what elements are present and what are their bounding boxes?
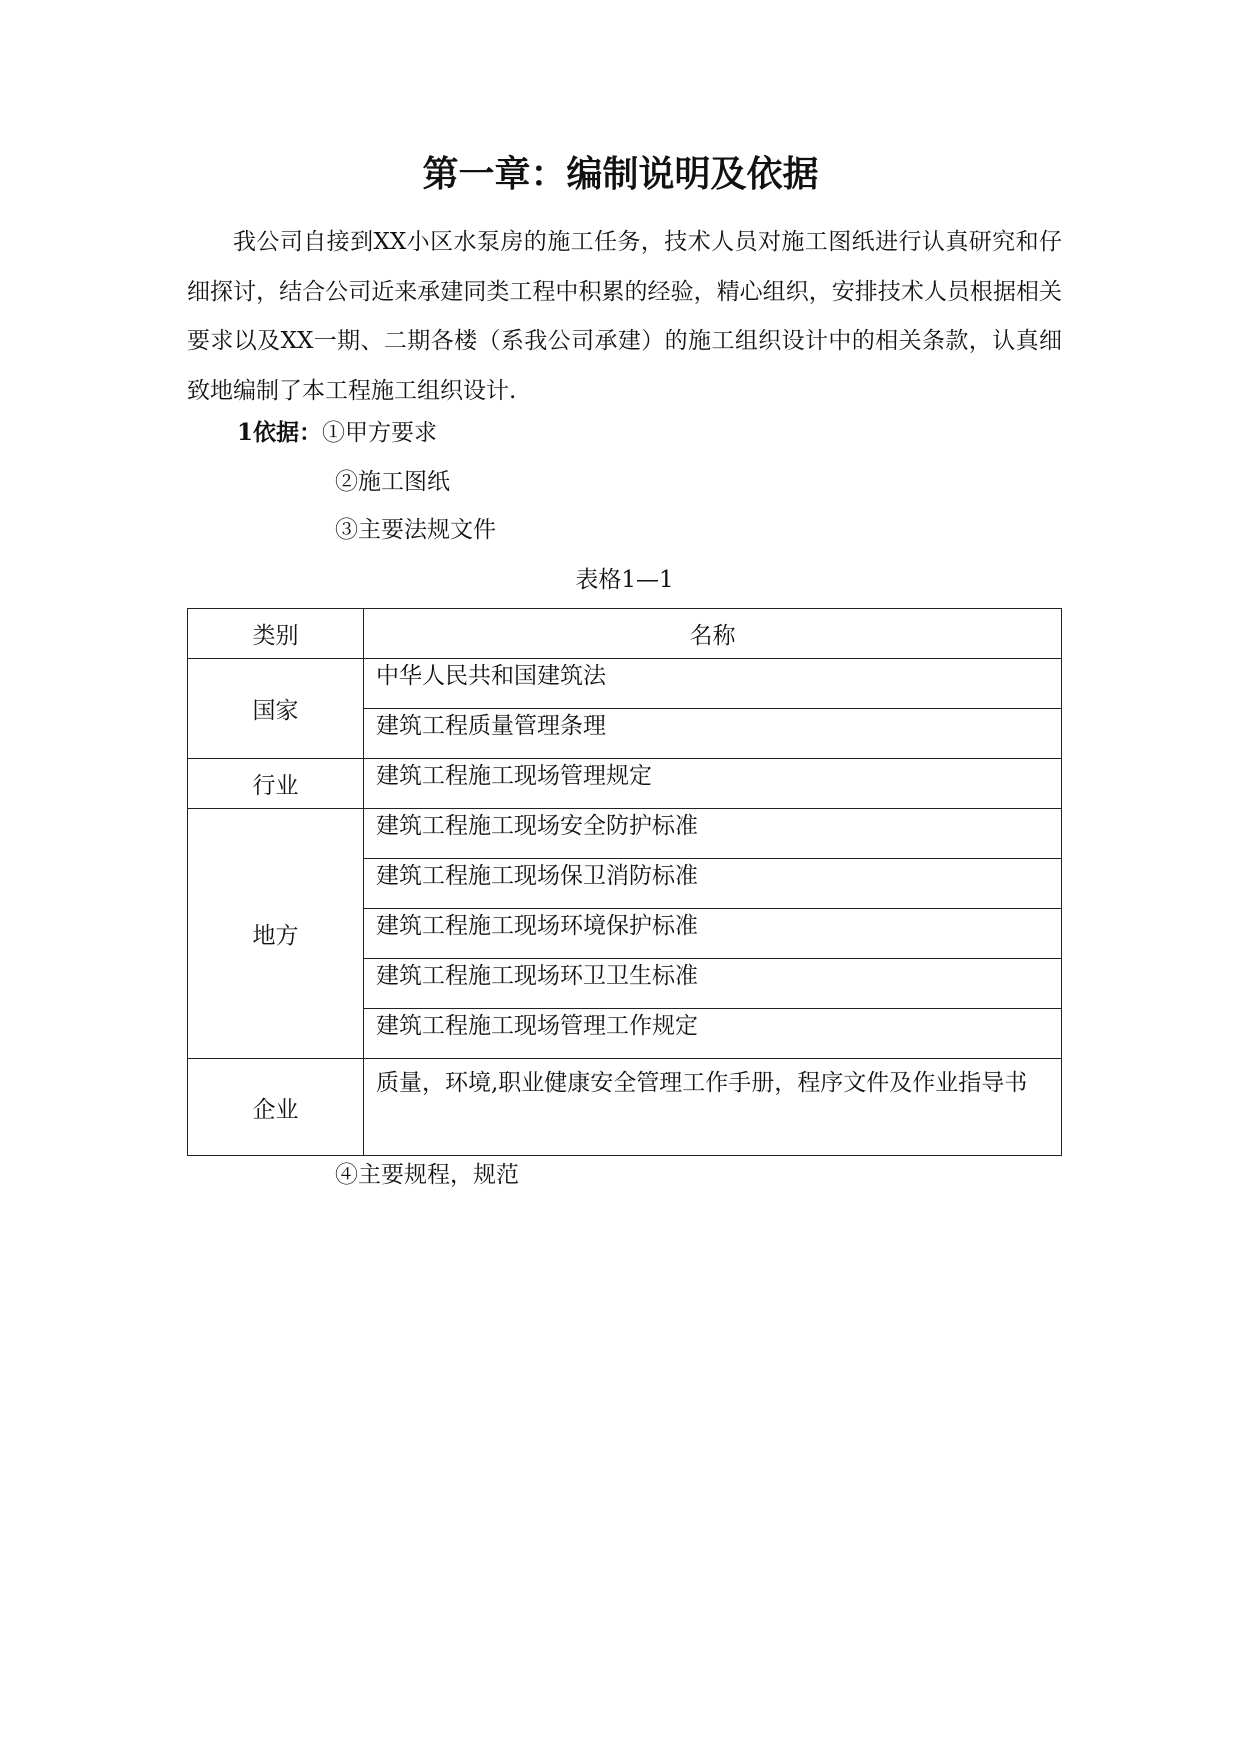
standards-table	[187, 608, 1062, 1156]
table-caption: 表格1—1	[575, 567, 674, 593]
category-cell: 国家	[188, 659, 364, 759]
name-cell: 建筑工程施工现场管理工作规定	[364, 1009, 1062, 1059]
table-row	[188, 759, 1062, 809]
basis-item-4: ④主要规程，规范	[335, 1162, 519, 1188]
basis-line-1	[237, 416, 437, 450]
basis-label: 1依据：	[237, 419, 323, 446]
name-cell: 建筑工程施工现场环卫卫生标准	[364, 959, 1062, 1009]
intro-paragraph: 我公司自接到XX小区水泵房的施工任务，技术人员对施工图纸进行认真研究和仔细探讨，结合公司近来承建同类工程中积累的经验，精心组织，安排技术人员根据相关要求以及XX一期、二期各楼（系我公司承建）的施工组织设计中的相关条款，认真细致地编制了本工程施工组织设计.	[187, 229, 1062, 404]
category-cell: 地方	[188, 809, 364, 1059]
chapter-title: 第一章：编制说明及依据	[422, 154, 819, 195]
table-row	[188, 659, 1062, 709]
name-cell: 中华人民共和国建筑法	[364, 659, 1062, 709]
name-cell: 质量，环境,职业健康安全管理工作手册，程序文件及作业指导书	[364, 1059, 1062, 1156]
name-cell: 建筑工程施工现场管理规定	[364, 759, 1062, 809]
header-name: 名称	[364, 609, 1062, 659]
name-cell: 建筑工程施工现场安全防护标准	[364, 809, 1062, 859]
table-row	[188, 1059, 1062, 1156]
table-row	[188, 809, 1062, 859]
category-cell: 行业	[188, 759, 364, 809]
name-cell: 建筑工程质量管理条理	[364, 709, 1062, 759]
table-header-row	[188, 609, 1062, 659]
header-category: 类别	[188, 609, 364, 659]
name-cell: 建筑工程施工现场环境保护标准	[364, 909, 1062, 959]
category-cell: 企业	[188, 1059, 364, 1156]
basis-item-1: ①甲方要求	[322, 420, 438, 446]
basis-item-3: ③主要法规文件	[335, 517, 496, 543]
name-cell: 建筑工程施工现场保卫消防标准	[364, 859, 1062, 909]
basis-item-2: ②施工图纸	[335, 469, 450, 495]
